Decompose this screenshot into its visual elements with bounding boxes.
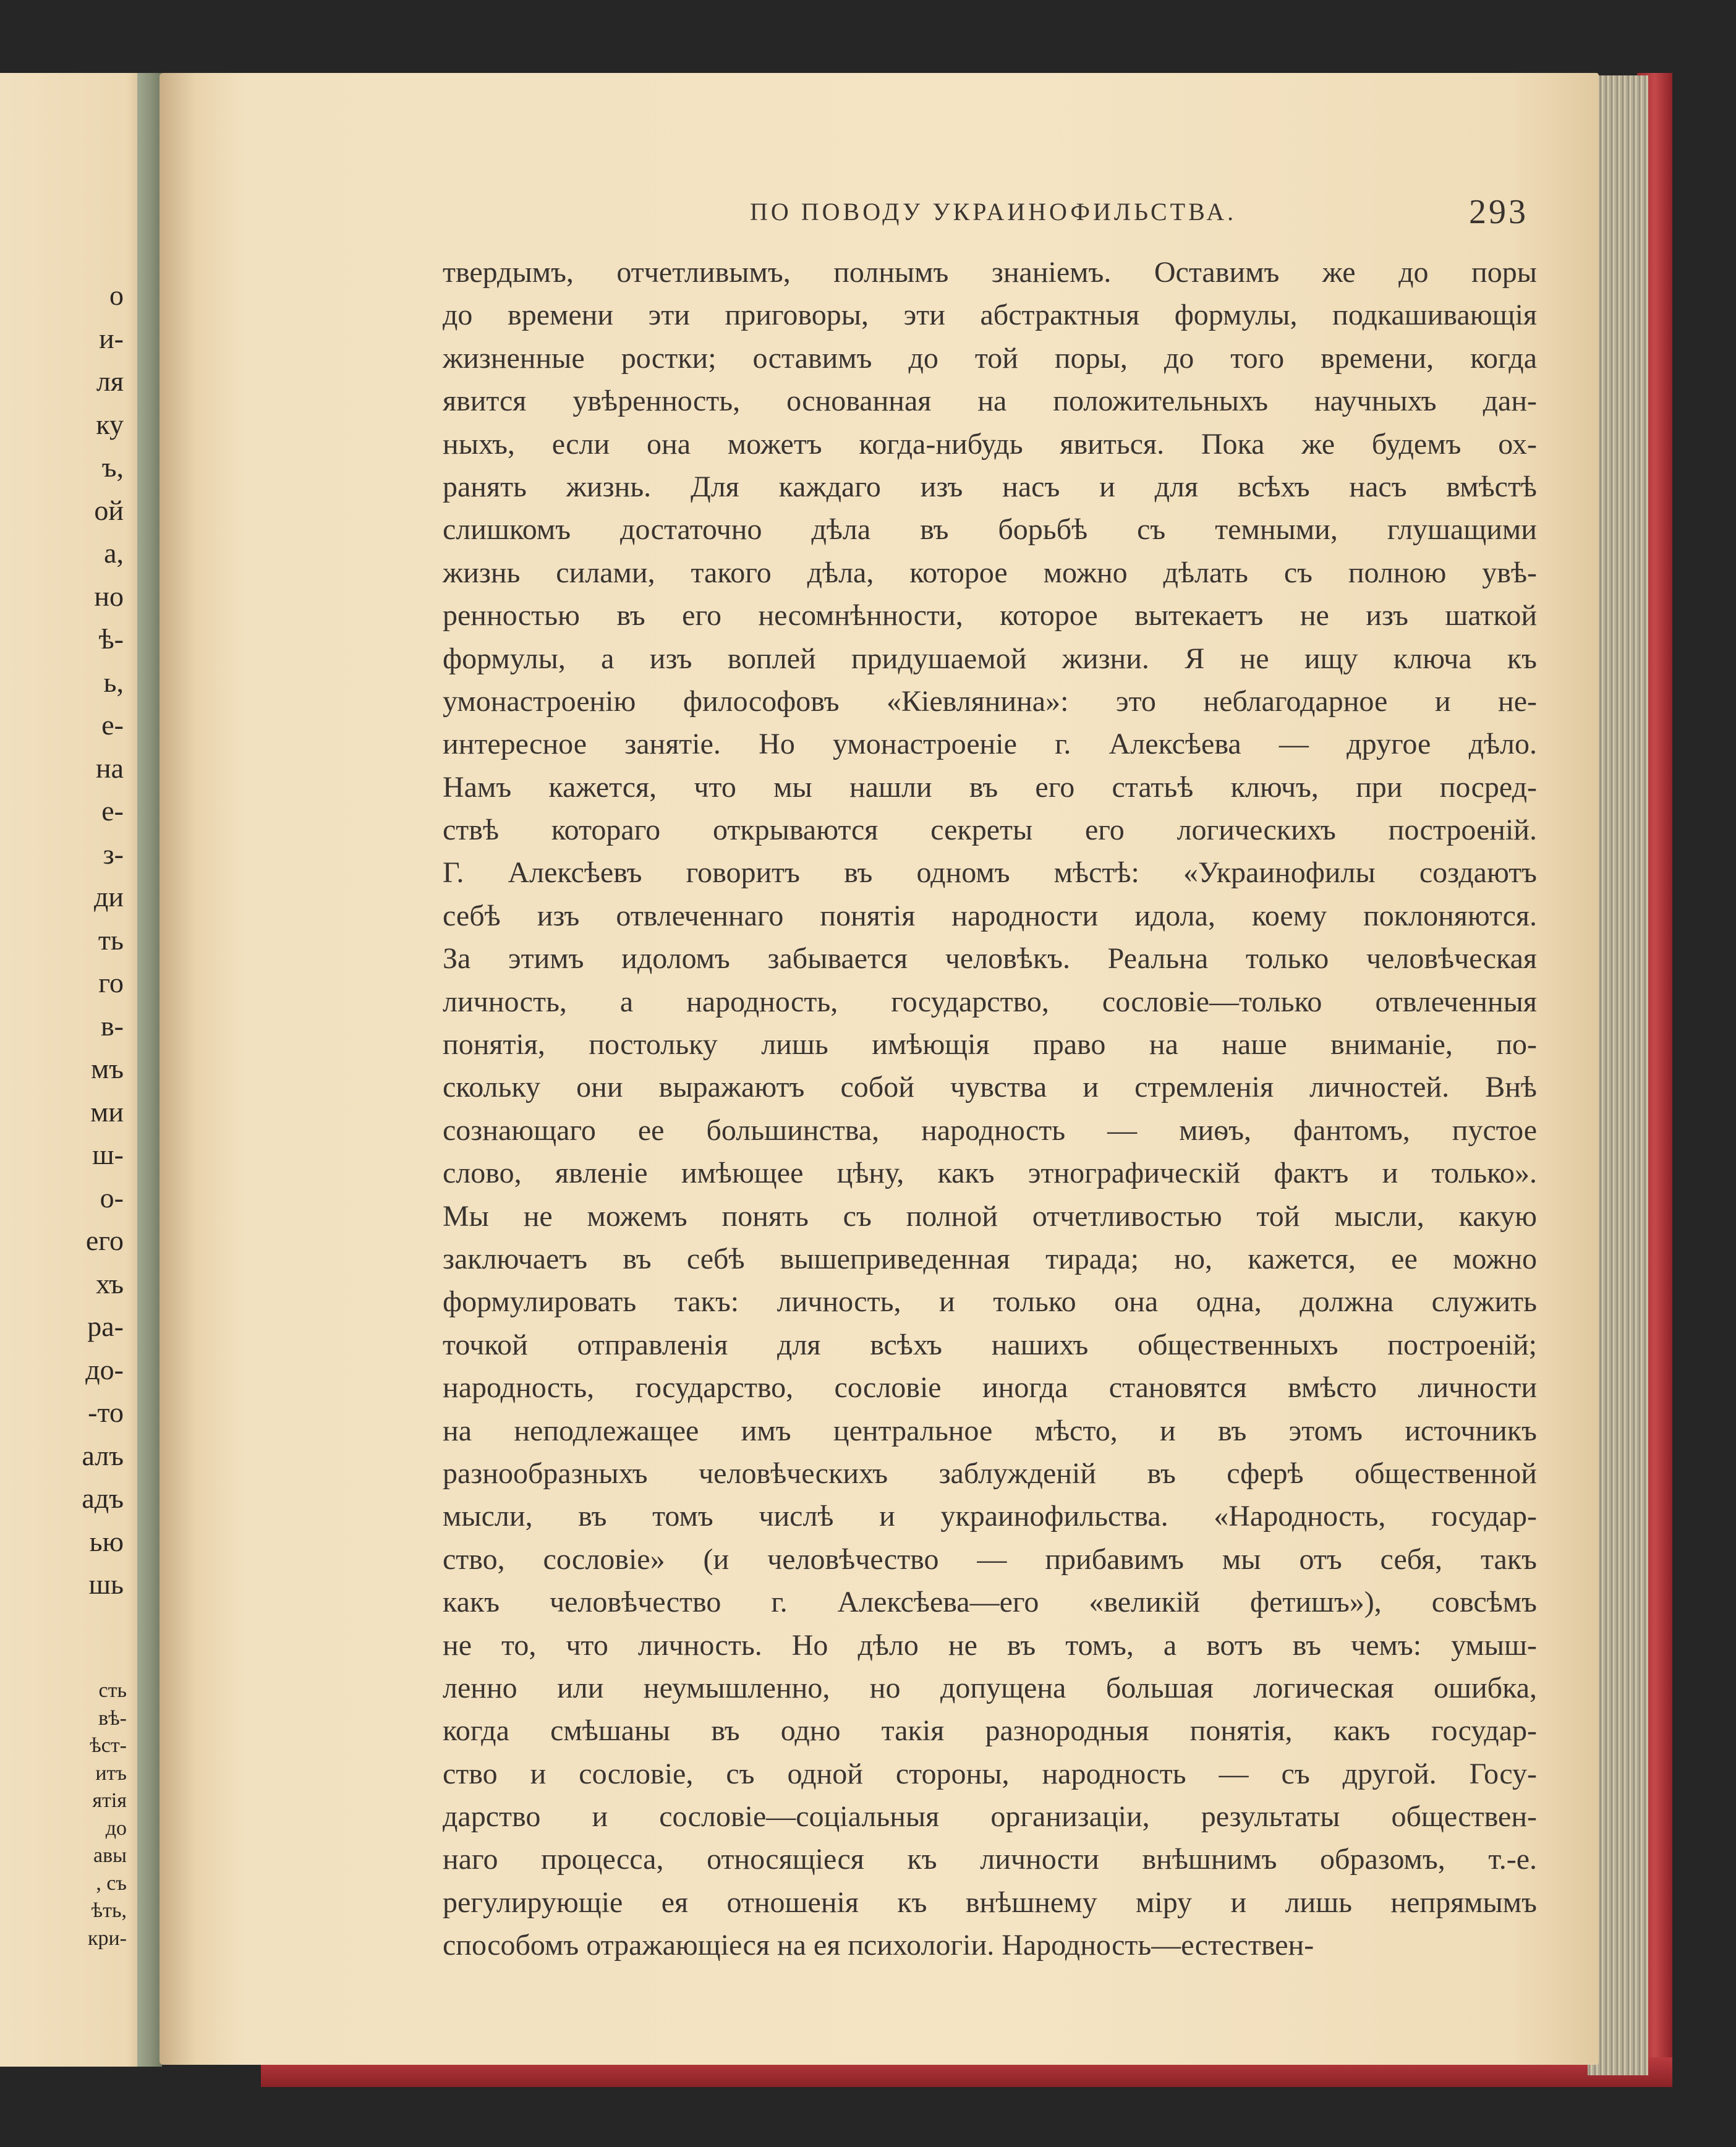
text-line: народность, государство, сословіе иногда становятся вмѣсто личности bbox=[443, 1371, 1537, 1405]
text-line: не то, что личность. Но дѣло не въ томъ, а вотъ въ чемъ: умыш- bbox=[443, 1628, 1537, 1662]
left-page-gutter bbox=[137, 73, 162, 2067]
text-line: жизнь силами, такого дѣла, которое можно дѣлать съ полною увѣ- bbox=[443, 556, 1537, 589]
text-line: до времени эти приговоры, эти абстрактныя формулы, подкашивающія bbox=[443, 299, 1537, 332]
text-line: За этимъ идоломъ забывается человѣкъ. Реальна только человѣческая bbox=[443, 942, 1537, 976]
text-line: жизненные ростки; оставимъ до той поры, до того времени, когда bbox=[443, 341, 1537, 375]
text-line: какъ человѣчество г. Алексѣева—его «великій фетишъ»), совсѣмъ bbox=[443, 1586, 1537, 1619]
left-fragment: его bbox=[85, 1225, 124, 1256]
left-fragment: хъ bbox=[95, 1267, 124, 1299]
text-line: сознающаго ее большинства, народность — миѳъ, фантомъ, пустое bbox=[443, 1113, 1537, 1147]
text-line: Г. Алексѣевъ говоритъ въ одномъ мѣстѣ: «Украинофилы создаютъ bbox=[443, 856, 1537, 890]
left-fragment: а, bbox=[104, 537, 124, 569]
text-line: ство и сословіе, съ одной стороны, народность — съ другой. Госу- bbox=[443, 1757, 1537, 1790]
left-fragment: го bbox=[98, 967, 124, 998]
text-line: на неподлежащее имъ центральное мѣсто, и въ этомъ источникъ bbox=[443, 1414, 1537, 1447]
text-line: формулы, а изъ воплей придушаемой жизни. Я не ищу ключа къ bbox=[443, 642, 1537, 675]
left-fragment: и- bbox=[99, 322, 124, 354]
left-fragment: о- bbox=[100, 1181, 124, 1214]
text-line: ленно или неумышленно, но допущена большая логическая ошибка, bbox=[443, 1671, 1537, 1704]
text-line: скольку они выражаютъ собой чувства и стремленія личностей. Внѣ bbox=[443, 1071, 1537, 1104]
left-small-fragment: итъ bbox=[95, 1761, 127, 1785]
left-small-fragment: вѣ- bbox=[98, 1706, 127, 1730]
left-page-footnote-text bbox=[0, 1677, 127, 1952]
text-line: ство, сословіе» (и человѣчество — прибавимъ мы отъ себя, такъ bbox=[443, 1542, 1537, 1576]
text-line: ныхъ, если она можетъ когда-нибудь явиться. Пока же будемъ ох- bbox=[443, 427, 1537, 461]
text-line: слово, явленіе имѣющее цѣну, какъ этнографическій фактъ и только». bbox=[443, 1157, 1537, 1190]
left-small-fragment: сть bbox=[98, 1679, 127, 1702]
left-fragment: ш- bbox=[92, 1139, 124, 1170]
left-fragment: е- bbox=[101, 709, 124, 741]
text-line: формулировать такъ: личность, и только она одна, должна служить bbox=[443, 1285, 1537, 1319]
left-fragment: мъ bbox=[91, 1053, 124, 1084]
left-fragment: ть bbox=[98, 924, 124, 956]
text-line: слишкомъ достаточно дѣла въ борьбѣ съ темными, глушащими bbox=[443, 513, 1537, 546]
page-number: 293 bbox=[1469, 193, 1528, 231]
text-line: ствѣ котораго открываются секреты его логическихъ построеній. bbox=[443, 814, 1537, 847]
text-line: твердымъ, отчетливымъ, полнымъ знаніемъ. Оставимъ же до поры bbox=[443, 256, 1537, 289]
text-line: Намъ кажется, что мы нашли въ его статьѣ ключъ, при посред- bbox=[443, 770, 1537, 804]
text-line: разнообразныхъ человѣческихъ заблужденій въ сферѣ общественной bbox=[443, 1456, 1537, 1490]
text-line: понятія, постольку лишь имѣющія право на наше вниманіе, по- bbox=[443, 1028, 1537, 1061]
left-fragment: в- bbox=[100, 1010, 124, 1042]
text-line: Мы не можемъ понять съ полной отчетливостью той мысли, какую bbox=[443, 1199, 1537, 1233]
text-line: интересное занятіе. Но умонастроеніе г. Алексѣева — другое дѣло. bbox=[443, 728, 1537, 761]
left-small-fragment: ѣть, bbox=[91, 1899, 127, 1922]
running-head bbox=[160, 190, 1599, 234]
main-page bbox=[160, 73, 1599, 2065]
text-line: регулирующіе ея отношенія къ внѣшнему міру и лишь непрямымъ bbox=[443, 1886, 1537, 1919]
left-fragment: о bbox=[109, 279, 124, 311]
text-line: мысли, въ томъ числѣ и украинофильства. «Народность, государ- bbox=[443, 1500, 1537, 1533]
left-fragment: з- bbox=[103, 838, 124, 870]
text-line: явится увѣренность, основанная на положительныхъ научныхъ дан- bbox=[443, 385, 1537, 418]
text-line: умонастроенію философовъ «Кіевлянина»: это неблагодарное и не- bbox=[443, 684, 1537, 718]
left-fragment: е- bbox=[101, 795, 124, 827]
left-fragment: на bbox=[95, 752, 124, 784]
text-line: точкой отправленія для всѣхъ нашихъ общественныхъ построеній; bbox=[443, 1328, 1537, 1361]
text-line: дарство и сословіе—соціальныя организаціи, результаты обществен- bbox=[443, 1800, 1537, 1834]
left-fragment: шь bbox=[88, 1568, 124, 1600]
text-line: когда смѣшаны въ одно такія разнородныя понятія, какъ государ- bbox=[443, 1714, 1537, 1748]
left-fragment: алъ bbox=[82, 1439, 124, 1471]
left-page bbox=[0, 73, 162, 2067]
left-fragment: ъ, bbox=[101, 451, 124, 483]
left-small-fragment: авы bbox=[93, 1844, 127, 1867]
text-line: ранять жизнь. Для каждаго изъ насъ и для всѣхъ насъ вмѣстѣ bbox=[443, 470, 1537, 503]
open-book bbox=[0, 73, 1672, 2087]
left-fragment: ра- bbox=[87, 1311, 124, 1342]
left-small-fragment: ѣст- bbox=[90, 1734, 127, 1757]
left-fragment: ля bbox=[96, 365, 124, 397]
left-fragment: до- bbox=[85, 1353, 124, 1385]
left-fragment: адъ bbox=[82, 1482, 124, 1514]
left-small-fragment: до bbox=[105, 1816, 127, 1840]
text-line: наго процесса, относящіеся къ личности внѣшнимъ образомъ, т.-е. bbox=[443, 1843, 1537, 1876]
left-fragment: -то bbox=[88, 1397, 124, 1428]
running-head-title: ПО ПОВОДУ УКРАИНОФИЛЬСТВА. bbox=[750, 198, 1237, 226]
text-line: способомъ отражающіеся на ея психологіи. Народность—естествен- bbox=[443, 1929, 1314, 1962]
left-fragment: ми bbox=[90, 1095, 124, 1128]
left-small-fragment: кри- bbox=[87, 1926, 127, 1950]
text-line: личность, а народность, государство, сословіе—только отвлеченныя bbox=[443, 985, 1537, 1018]
left-small-fragment: , съ bbox=[96, 1871, 127, 1895]
text-line: заключаетъ въ себѣ вышеприведенная тирада; но, кажется, ее можно bbox=[443, 1242, 1537, 1275]
text-line: ренностью въ его несомнѣнности, которое вытекаетъ не изъ шаткой bbox=[443, 599, 1537, 632]
left-fragment: ью bbox=[89, 1525, 124, 1557]
left-fragment: ой bbox=[94, 494, 124, 526]
left-small-fragment: ятія bbox=[92, 1789, 127, 1812]
left-page-text bbox=[0, 274, 124, 1606]
left-fragment: ку bbox=[96, 408, 124, 440]
text-line: себѣ изъ отвлеченнаго понятія народности идола, коему поклоняются. bbox=[443, 899, 1537, 932]
body-text bbox=[443, 251, 1537, 1967]
left-fragment: ди bbox=[93, 881, 124, 912]
left-fragment: ь, bbox=[103, 666, 124, 698]
left-fragment: но bbox=[94, 580, 124, 612]
left-fragment: ѣ- bbox=[98, 623, 124, 655]
